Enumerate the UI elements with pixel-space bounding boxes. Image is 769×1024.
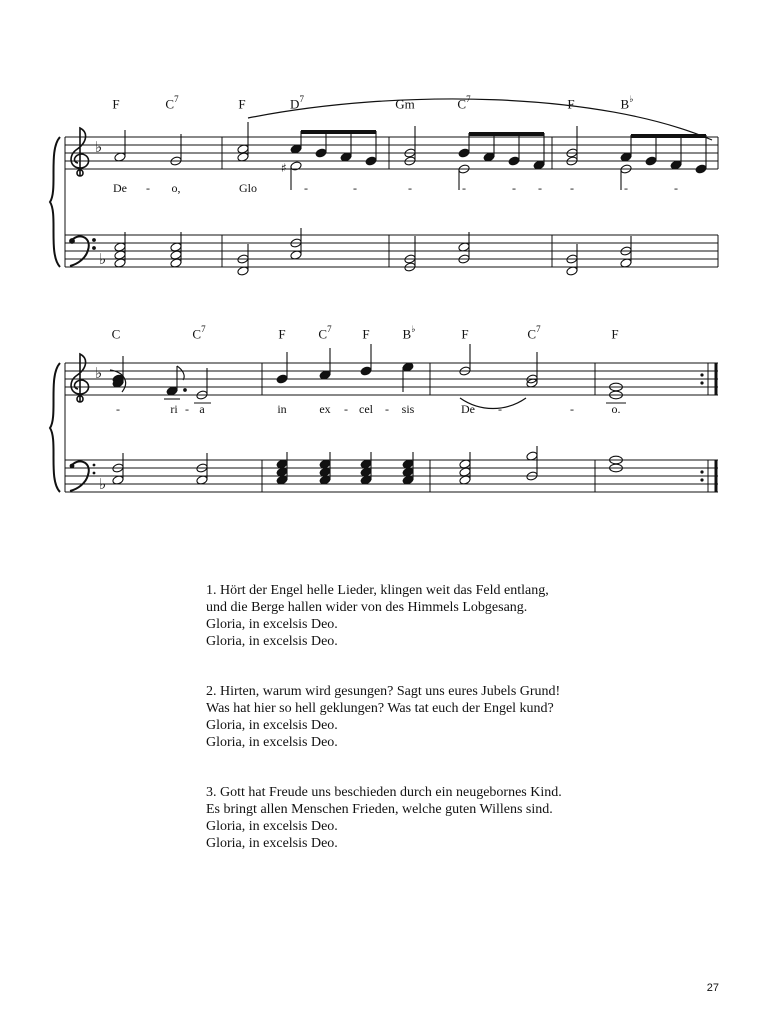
lyric-syllable: De bbox=[113, 181, 127, 195]
chord-symbol: F bbox=[461, 326, 469, 342]
verse-line: Gloria, in excelsis Deo. bbox=[206, 634, 338, 649]
svg-text:♭: ♭ bbox=[95, 138, 103, 156]
chord-symbol: $C^7$ bbox=[192, 324, 206, 342]
verse-line: Gloria, in excelsis Deo. bbox=[206, 735, 338, 750]
chord-symbol: F bbox=[112, 96, 120, 112]
lyrics-verses bbox=[206, 582, 626, 885]
lyric-syllable: - bbox=[570, 402, 574, 416]
chord-symbol: $C^7$ bbox=[318, 324, 332, 342]
chord-symbol: $C^7$ bbox=[165, 94, 179, 112]
lyric-syllable: cel bbox=[359, 402, 373, 416]
lyric-syllable: De bbox=[461, 402, 475, 416]
chord-symbol: B♭ bbox=[402, 324, 416, 342]
lyric-syllable: ri bbox=[170, 402, 178, 416]
svg-text:♯: ♯ bbox=[281, 161, 287, 175]
chord-symbol: C bbox=[111, 326, 121, 342]
lyric-syllable: in bbox=[277, 402, 287, 416]
lyric-syllable: - bbox=[304, 181, 308, 195]
verse-line: Gloria, in excelsis Deo. bbox=[206, 718, 338, 733]
lyric-syllable: a bbox=[199, 402, 205, 416]
lyric-syllable: - bbox=[116, 402, 120, 416]
chord-symbol: F bbox=[278, 326, 286, 342]
verse-1 bbox=[206, 582, 626, 650]
lyric-syllable: - bbox=[185, 402, 189, 416]
svg-text:♭: ♭ bbox=[99, 250, 107, 268]
chord-symbol: Gm bbox=[395, 96, 415, 112]
lyric-syllable: - bbox=[385, 402, 389, 416]
verse-line: Es bringt allen Menschen Frieden, welche guten Willens sind. bbox=[206, 802, 553, 817]
chord-symbol: $C^7$ bbox=[527, 324, 541, 342]
lyric-syllable: - bbox=[674, 181, 678, 195]
lyric-syllable: - bbox=[146, 181, 150, 195]
lyric-syllable: Glo bbox=[239, 181, 257, 195]
verse-line: Was hat hier so hell geklungen? Was tat euch der Engel kund? bbox=[206, 701, 554, 716]
svg-text:♭: ♭ bbox=[99, 475, 107, 493]
chord-symbol: F bbox=[362, 326, 370, 342]
verse-line: und die Berge hallen wider von des Himmels Lobgesang. bbox=[206, 600, 528, 615]
verse-line: Gloria, in excelsis Deo. bbox=[206, 819, 338, 834]
chord-symbol: F bbox=[567, 96, 575, 112]
lyric-syllable: - bbox=[538, 181, 542, 195]
verse-line: 2. Hirten, warum wird gesungen? Sagt uns eures Jubels Grund! bbox=[206, 684, 561, 699]
lyric-syllable: - bbox=[408, 181, 412, 195]
lyric-syllable: sis bbox=[401, 402, 415, 416]
chord-symbol: B♭ bbox=[620, 94, 634, 112]
chord-symbol: F bbox=[238, 96, 246, 112]
chord-symbol: $C^7$ bbox=[457, 94, 471, 112]
lyric-syllable: - bbox=[353, 181, 357, 195]
lyric-syllable: - bbox=[344, 402, 348, 416]
lyric-syllable: - bbox=[462, 181, 466, 195]
page-number: 27 bbox=[706, 982, 719, 994]
lyric-syllable: - bbox=[512, 181, 516, 195]
lyric-syllable: - bbox=[570, 181, 574, 195]
verse-line: 1. Hört der Engel helle Lieder, klingen weit das Feld entlang, bbox=[206, 583, 549, 598]
lyric-syllable: o. bbox=[611, 402, 621, 416]
verse-2 bbox=[206, 683, 626, 751]
lyric-syllable: ex bbox=[319, 402, 331, 416]
verse-3 bbox=[206, 784, 626, 852]
chord-symbol: F bbox=[611, 326, 619, 342]
verse-line: 3. Gott hat Freude uns beschieden durch ein neugebornes Kind. bbox=[206, 785, 562, 800]
verse-line: Gloria, in excelsis Deo. bbox=[206, 617, 338, 632]
verse-line: Gloria, in excelsis Deo. bbox=[206, 836, 338, 851]
lyric-syllable: - bbox=[624, 181, 628, 195]
lyric-syllable: - bbox=[498, 402, 502, 416]
chord-symbol: $D^7$ bbox=[290, 94, 304, 112]
lyric-syllable: o, bbox=[171, 181, 181, 195]
svg-text:♭: ♭ bbox=[95, 364, 103, 382]
